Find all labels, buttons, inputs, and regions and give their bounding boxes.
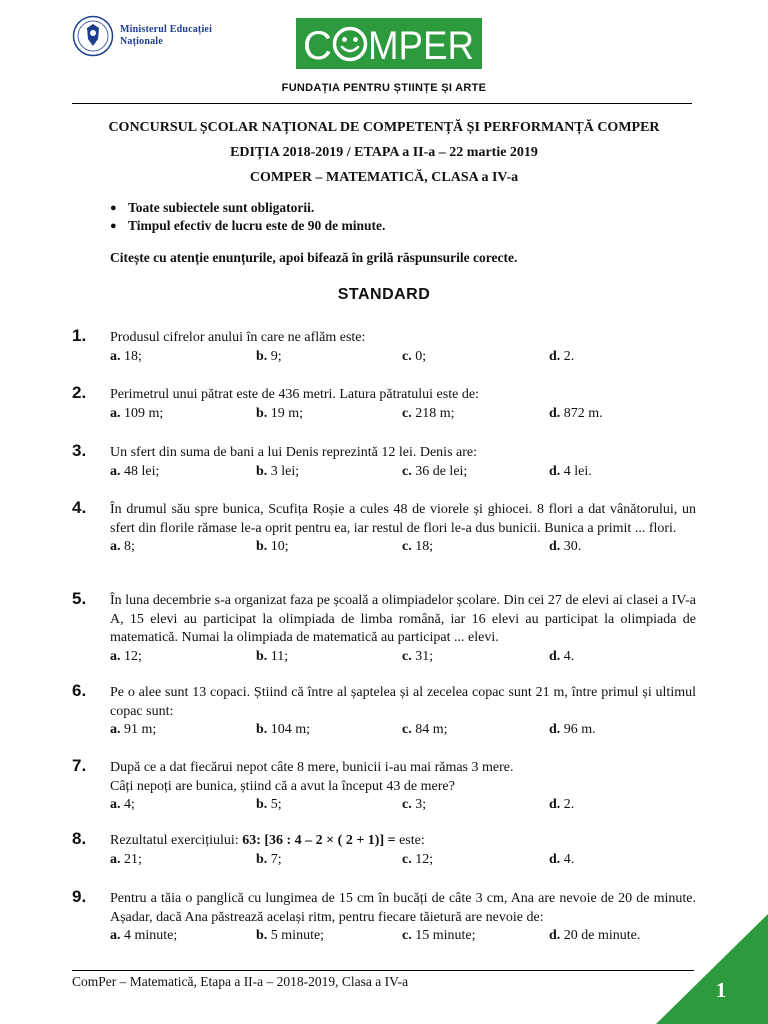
bullet-icon: ● bbox=[110, 220, 117, 232]
coat-of-arms-icon bbox=[72, 15, 114, 57]
question-6 bbox=[72, 681, 696, 739]
answer-a[interactable]: a. 21; bbox=[110, 851, 142, 867]
answer-d[interactable]: d. 20 de minute. bbox=[549, 928, 641, 943]
answer-c[interactable]: c. 0; bbox=[402, 348, 427, 364]
answer-options bbox=[110, 851, 696, 869]
question-text: În drumul său spre bunica, Scufița Roșie a cules 48 de viorele și ghiocei. 8 flori a dat vânătorului, un sfert din florile rămase le-a oprit pentru ea, iar restul de flori le-a dus bunicii. Bunica a primit ... flori. bbox=[110, 502, 696, 536]
answer-a[interactable]: a. 48 lei; bbox=[110, 463, 160, 479]
answer-c[interactable]: c. 18; bbox=[402, 539, 434, 554]
answer-b[interactable]: b. 10; bbox=[256, 539, 289, 554]
question-number: 3. bbox=[72, 441, 87, 460]
answer-d[interactable]: d. 4. bbox=[549, 851, 575, 867]
question-number: 2. bbox=[72, 383, 87, 402]
comper-logo bbox=[296, 18, 482, 69]
footer-text: ComPer – Matematică, Etapa a II-a – 2018-2019, Clasa a IV-a bbox=[72, 974, 409, 989]
rule-item: ● Toate subiectele sunt obligatorii. bbox=[110, 200, 315, 215]
question-5 bbox=[72, 589, 696, 666]
question-text: Pentru a tăia o panglică cu lungimea de 15 cm în bucăți de câte 3 cm, Ana are nevoie de 20 de minute. Așadar, dacă Ana păstrează același ritm, pentru fiecare tăietură are nevoie de: bbox=[110, 891, 696, 925]
svg-text:MPER: MPER bbox=[368, 23, 474, 66]
question-2 bbox=[72, 383, 696, 423]
answer-c[interactable]: c. 31; bbox=[402, 648, 434, 664]
question-number: 5. bbox=[72, 589, 87, 608]
question-number: 4. bbox=[72, 498, 87, 517]
question-3 bbox=[72, 441, 696, 481]
answer-a[interactable]: a. 109 m; bbox=[110, 405, 164, 421]
section-title: STANDARD bbox=[337, 286, 431, 303]
answer-options bbox=[110, 927, 696, 945]
answer-c[interactable]: c. 36 de lei; bbox=[402, 463, 468, 479]
page-number: 1 bbox=[715, 978, 727, 1002]
question-text: Perimetrul unui pătrat este de 436 metri. Latura pătratului este de: bbox=[110, 387, 479, 402]
question-1 bbox=[72, 326, 696, 366]
answer-a[interactable]: a. 4; bbox=[110, 797, 135, 812]
answer-b[interactable]: b. 11; bbox=[256, 648, 289, 664]
answer-c[interactable]: c. 3; bbox=[402, 797, 427, 812]
question-text: Pe o alee sunt 13 copaci. Știind că între al șaptelea și al zecelea copac sunt 21 m, între primul și ultimul copac sunt: bbox=[110, 685, 696, 719]
bullet-icon: ● bbox=[110, 202, 117, 214]
header-divider bbox=[72, 103, 692, 104]
ministry-name-line2: Naționale bbox=[120, 36, 163, 47]
answer-b[interactable]: b. 19 m; bbox=[256, 405, 304, 421]
rule-item: ● Timpul efectiv de lucru este de 90 de minute. bbox=[110, 218, 386, 233]
answer-c[interactable]: c. 218 m; bbox=[402, 405, 455, 421]
math-expression: 63: [36 : 4 – 2 × ( 2 + 1)] = bbox=[242, 833, 400, 848]
answer-options bbox=[110, 463, 696, 481]
svg-text:C: C bbox=[303, 23, 332, 66]
answer-options bbox=[110, 796, 696, 814]
question-text: Produsul cifrelor anului în care ne aflăm este: bbox=[110, 330, 366, 345]
question-number: 8. bbox=[72, 829, 87, 848]
question-8 bbox=[72, 829, 696, 869]
answer-options bbox=[110, 405, 696, 423]
instructions: Citește cu atenție enunțurile, apoi bifează în grilă răspunsurile corecte. bbox=[110, 250, 518, 265]
question-text: Un sfert din suma de bani a lui Denis reprezintă 12 lei. Denis are: bbox=[110, 445, 477, 460]
question-number: 1. bbox=[72, 326, 87, 345]
answer-d[interactable]: d. 96 m. bbox=[549, 722, 596, 737]
ministry-logo bbox=[72, 14, 242, 58]
answer-d[interactable]: d. 872 m. bbox=[549, 405, 603, 421]
foundation-name: FUNDAȚIA PENTRU ȘTIINȚE ȘI ARTE bbox=[281, 82, 487, 94]
comper-logo-mark bbox=[301, 22, 477, 66]
answer-a[interactable]: a. 91 m; bbox=[110, 722, 157, 737]
question-4 bbox=[72, 498, 696, 556]
answer-a[interactable]: a. 8; bbox=[110, 539, 135, 554]
answer-options bbox=[110, 648, 696, 666]
answer-c[interactable]: c. 84 m; bbox=[402, 722, 448, 737]
page-corner-triangle bbox=[656, 914, 768, 1024]
question-number: 7. bbox=[72, 756, 87, 775]
answer-c[interactable]: c. 12; bbox=[402, 851, 434, 867]
answer-d[interactable]: d. 2. bbox=[549, 348, 575, 364]
answer-a[interactable]: a. 18; bbox=[110, 348, 142, 364]
answer-b[interactable]: b. 5; bbox=[256, 797, 282, 812]
question-9 bbox=[72, 887, 696, 945]
answer-b[interactable]: b. 104 m; bbox=[256, 722, 311, 737]
ministry-name-line1: Ministerul Educației bbox=[120, 24, 213, 35]
footer-divider bbox=[72, 970, 694, 971]
rules-list bbox=[110, 199, 385, 235]
answer-b[interactable]: b. 7; bbox=[256, 851, 282, 867]
answer-b[interactable]: b. 5 minute; bbox=[256, 928, 325, 943]
answer-d[interactable]: d. 4. bbox=[549, 648, 575, 664]
answer-b[interactable]: b. 3 lei; bbox=[256, 463, 300, 479]
question-text: După ce a dat fiecărui nepot câte 8 mere, bunicii i-au mai rămas 3 mere. bbox=[110, 760, 514, 775]
question-7 bbox=[72, 756, 696, 814]
answer-options bbox=[110, 348, 696, 366]
answer-a[interactable]: a. 4 minute; bbox=[110, 928, 178, 943]
answer-options bbox=[110, 721, 696, 739]
answer-d[interactable]: d. 2. bbox=[549, 797, 575, 812]
edition-title: EDIȚIA 2018-2019 / ETAPA a II-a – 22 martie 2019 bbox=[230, 145, 538, 160]
answer-c[interactable]: c. 15 minute; bbox=[402, 928, 476, 943]
answer-b[interactable]: b. 9; bbox=[256, 348, 282, 364]
subject-title: COMPER – MATEMATICĂ, CLASA a IV-a bbox=[249, 170, 519, 185]
question-text: Rezultatul exercițiului: 63: [36 : 4 – 2 × ( 2 + 1)] = este: bbox=[110, 833, 425, 848]
question-text: În luna decembrie s-a organizat faza pe școală a olimpiadelor școlare. Din cei 27 de elevi ai clasei a IV-a A, 15 elevi au participat la olimpiada de limba română, iar 16 elevi au participat la olimpiada de matematică. Numai la olimpiada de matematică au participat ... elevi. bbox=[110, 593, 696, 645]
answer-d[interactable]: d. 4 lei. bbox=[549, 463, 592, 479]
question-number: 6. bbox=[72, 681, 87, 700]
question-number: 9. bbox=[72, 887, 87, 906]
contest-title: CONCURSUL ȘCOLAR NAȚIONAL DE COMPETENȚĂ ȘI PERFORMANȚĂ COMPER bbox=[108, 120, 660, 135]
question-text-line2: Câți nepoți are bunica, știind că a avut la început 43 de mere? bbox=[110, 778, 455, 794]
answer-d[interactable]: d. 30. bbox=[549, 539, 582, 554]
answer-a[interactable]: a. 12; bbox=[110, 648, 142, 664]
answer-options bbox=[110, 538, 696, 556]
